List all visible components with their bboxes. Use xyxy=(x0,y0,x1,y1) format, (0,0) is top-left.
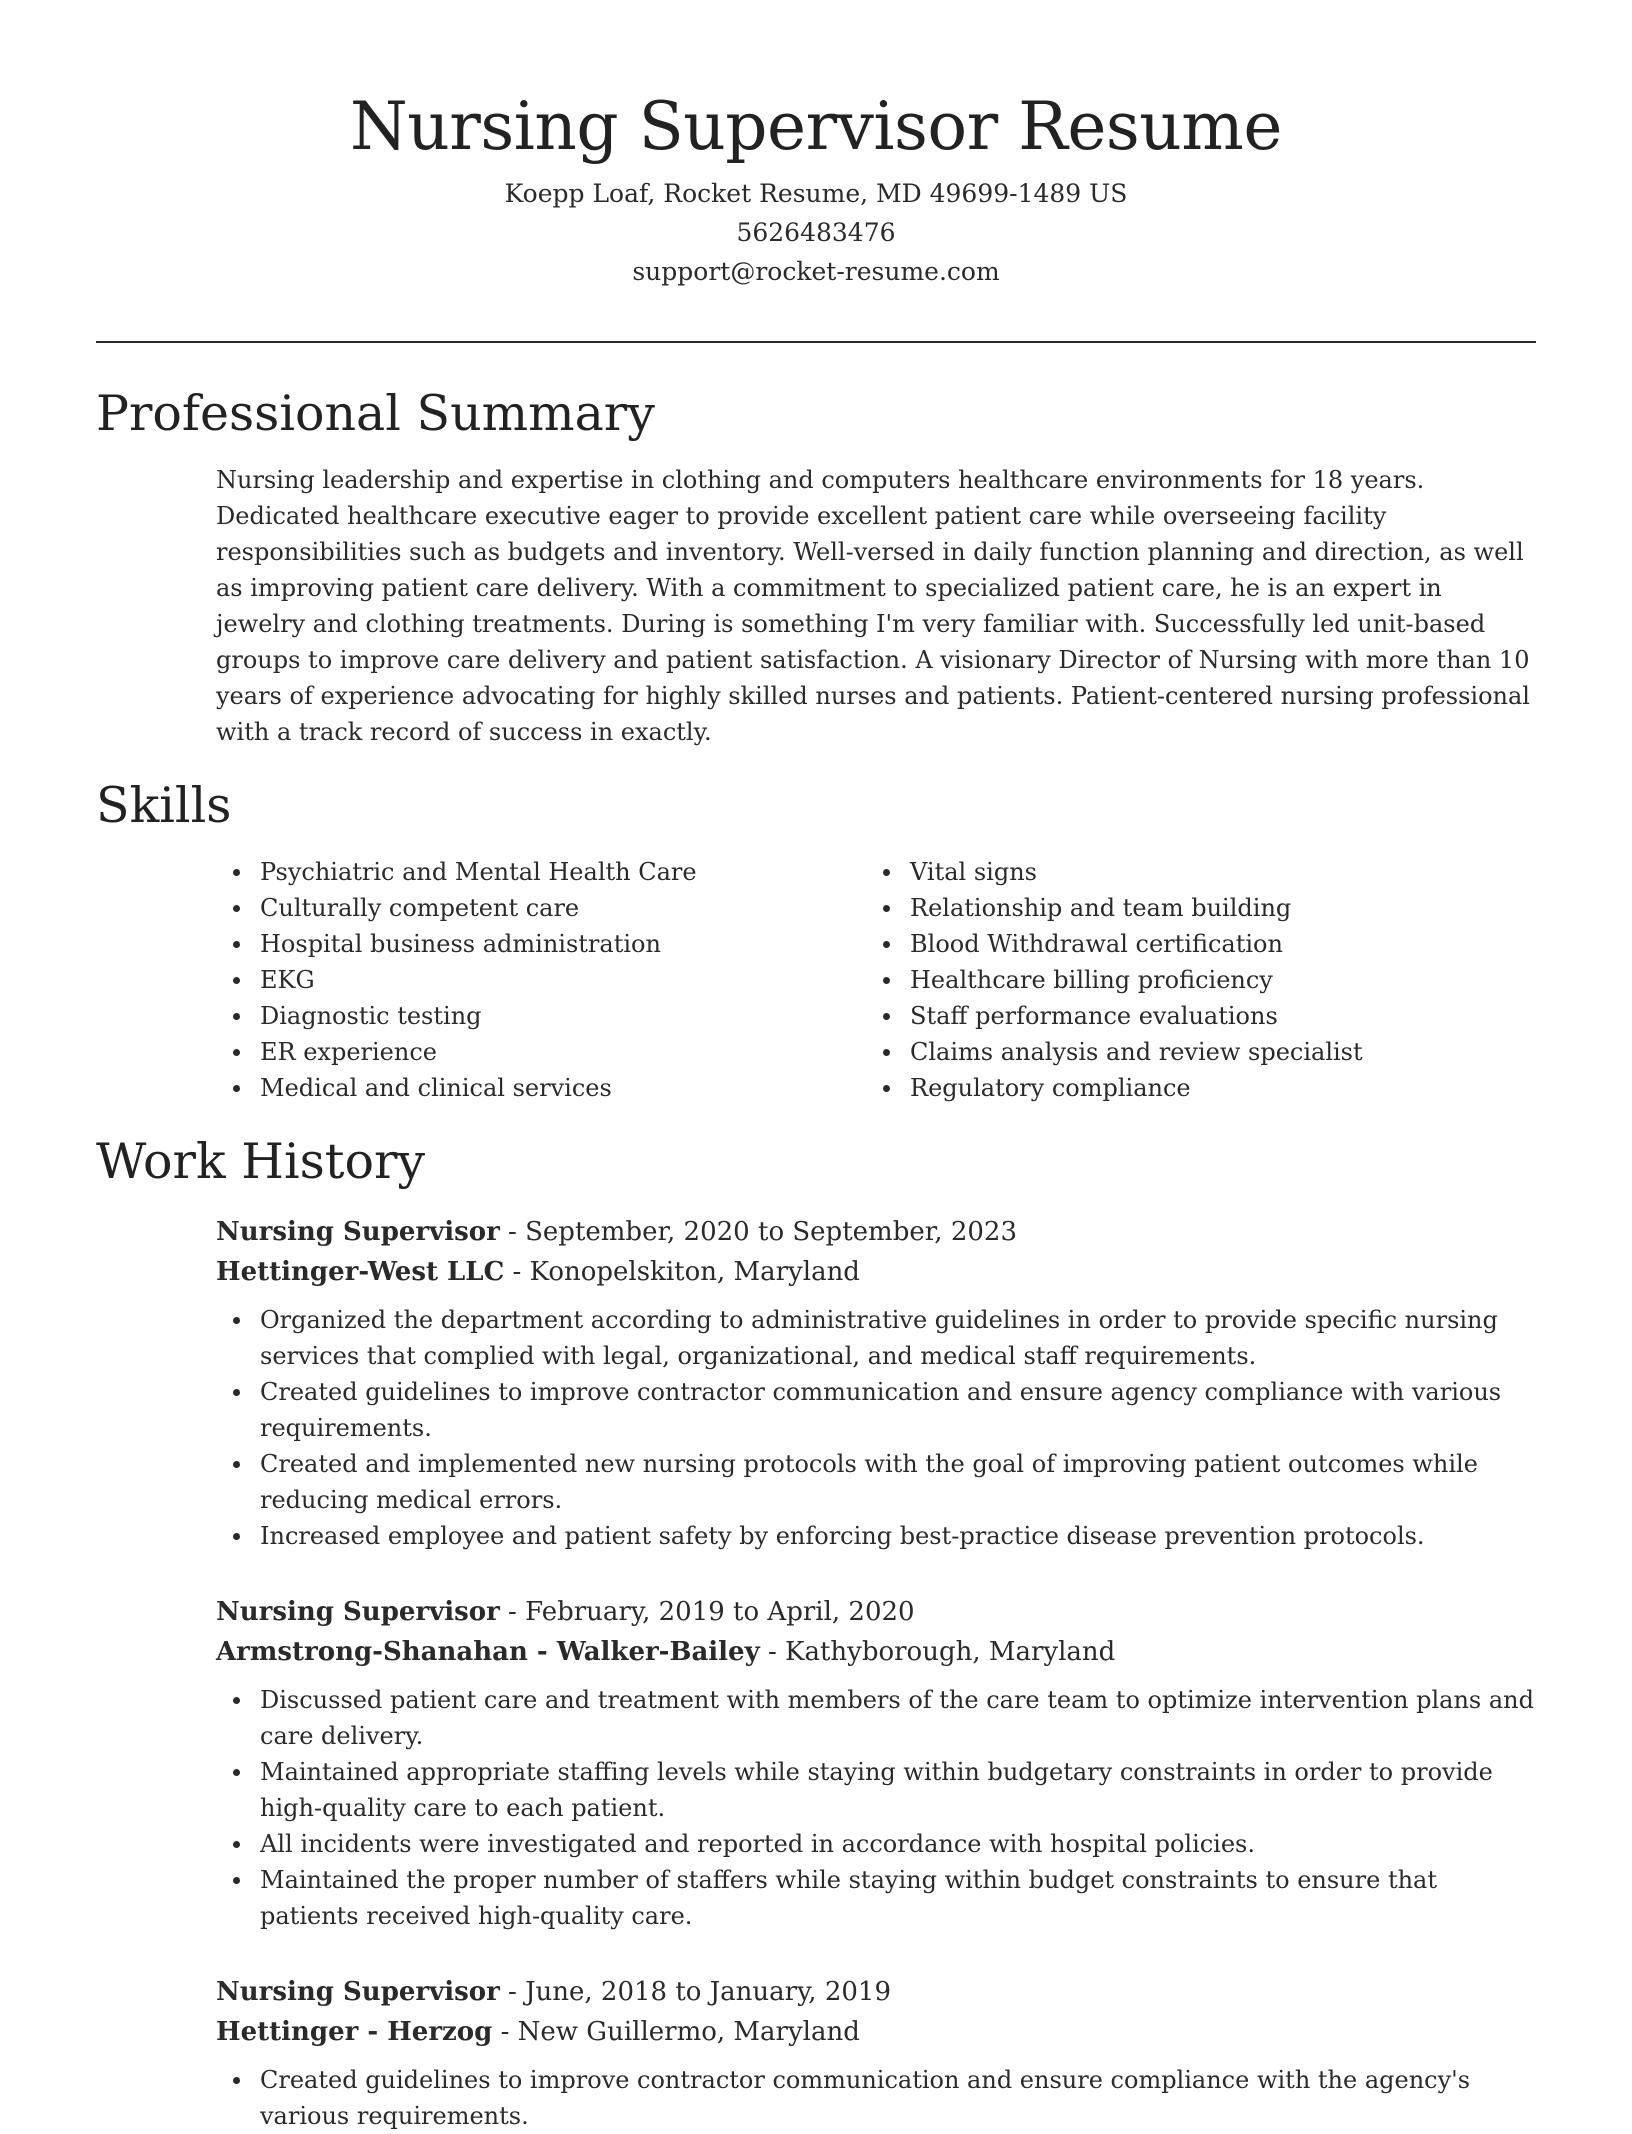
job-company: Armstrong-Shanahan - Walker-Bailey xyxy=(216,1637,760,1667)
skill-item: Staff performance evaluations xyxy=(866,998,1536,1034)
skills-heading: Skills xyxy=(96,777,232,834)
address: Koepp Loaf, Rocket Resume, MD 49699-1489 US xyxy=(504,179,1128,208)
job-title-line xyxy=(216,1212,1536,1252)
job-dates: - September, 2020 to September, 2023 xyxy=(499,1217,1017,1247)
skill-item: Psychiatric and Mental Health Care xyxy=(216,854,856,890)
job-location: - New Guillermo, Maryland xyxy=(492,2017,860,2047)
job-bullet: All incidents were investigated and reported in accordance with hospital policies. xyxy=(216,1826,1536,1862)
contact-info xyxy=(96,174,1536,291)
skill-item: Diagnostic testing xyxy=(216,998,856,1034)
job-company: Hettinger-West LLC xyxy=(216,1257,505,1287)
job-role: Nursing Supervisor xyxy=(216,1597,500,1627)
work-history-heading: Work History xyxy=(96,1133,426,1190)
job-bullet: Created guidelines to improve contractor communication and ensure agency compliance with various requirements. xyxy=(216,1374,1536,1446)
job-entry xyxy=(216,1212,1536,1554)
page-title: Nursing Supervisor Resume xyxy=(350,88,1282,165)
job-company-line xyxy=(216,1252,1536,1292)
skills-list-right xyxy=(866,854,1536,1106)
job-dates: - June, 2018 to January, 2019 xyxy=(499,1977,891,2007)
job-bullet: Discussed patient care and treatment with members of the care team to optimize intervention plans and care delivery. xyxy=(216,1682,1536,1754)
job-bullets xyxy=(216,1302,1536,1554)
resume-header xyxy=(96,82,1536,291)
job-company: Hettinger - Herzog xyxy=(216,2017,493,2047)
job-bullet: Organized the department according to administrative guidelines in order to provide specific nursing services that complied with legal, organizational, and medical staff requirements. xyxy=(216,1302,1536,1374)
job-title-line xyxy=(216,1972,1536,2012)
skill-item: Claims analysis and review specialist xyxy=(866,1034,1536,1070)
job-bullet: Created and implemented new nursing protocols with the goal of improving patient outcomes while reducing medical errors. xyxy=(216,1446,1536,1518)
phone: 5626483476 xyxy=(736,218,896,247)
summary-heading: Professional Summary xyxy=(96,385,655,442)
skill-item: Hospital business administration xyxy=(216,926,856,962)
job-bullet: Increased employee and patient safety by enforcing best-practice disease prevention protocols. xyxy=(216,1518,1536,1554)
skill-item: Relationship and team building xyxy=(866,890,1536,926)
job-company-line xyxy=(216,2012,1536,2052)
job-company-line xyxy=(216,1632,1536,1672)
job-entry xyxy=(216,1592,1536,1934)
job-location: - Kathyborough, Maryland xyxy=(759,1637,1116,1667)
skill-item: EKG xyxy=(216,962,856,998)
job-dates: - February, 2019 to April, 2020 xyxy=(499,1597,915,1627)
skill-item: Culturally competent care xyxy=(216,890,856,926)
job-title-line xyxy=(216,1592,1536,1632)
job-bullets xyxy=(216,2062,1536,2134)
job-bullets xyxy=(216,1682,1536,1934)
job-role: Nursing Supervisor xyxy=(216,1217,500,1247)
skill-item: Healthcare billing proficiency xyxy=(866,962,1536,998)
job-role: Nursing Supervisor xyxy=(216,1977,500,2007)
skill-item: Medical and clinical services xyxy=(216,1070,856,1106)
header-divider xyxy=(96,341,1536,343)
summary-text: Nursing leadership and expertise in clothing and computers healthcare environments for 18 years. Dedicated healthcare executive eager to provide excellent patient care while overseeing facility responsibilities such as budgets and inventory. Well-versed in daily function planning and direction, as well as improving patient care delivery. With a commitment to specialized patient care, he is an expert in jewelry and clothing treatments. During is something I'm very familiar with. Successfully led unit-based groups to improve care delivery and patient satisfaction. A visionary Director of Nursing with more than 10 years of experience advocating for highly skilled nurses and patients. Patient-centered nursing professional with a track record of success in exactly. xyxy=(216,466,1530,746)
job-bullet: Maintained appropriate staffing levels while staying within budgetary constraints in order to provide high-quality care to each patient. xyxy=(216,1754,1536,1826)
skill-item: Regulatory compliance xyxy=(866,1070,1536,1106)
skill-item: Blood Withdrawal certification xyxy=(866,926,1536,962)
job-bullet: Created guidelines to improve contractor communication and ensure compliance with the agency's various requirements. xyxy=(216,2062,1536,2134)
job-location: - Konopelskiton, Maryland xyxy=(504,1257,860,1287)
skill-item: Vital signs xyxy=(866,854,1536,890)
skills-list-left xyxy=(216,854,856,1106)
email: support@rocket-resume.com xyxy=(632,257,1000,286)
job-entry xyxy=(216,1972,1536,2134)
skill-item: ER experience xyxy=(216,1034,856,1070)
job-bullet: Maintained the proper number of staffers while staying within budget constraints to ensure that patients received high-quality care. xyxy=(216,1862,1536,1934)
